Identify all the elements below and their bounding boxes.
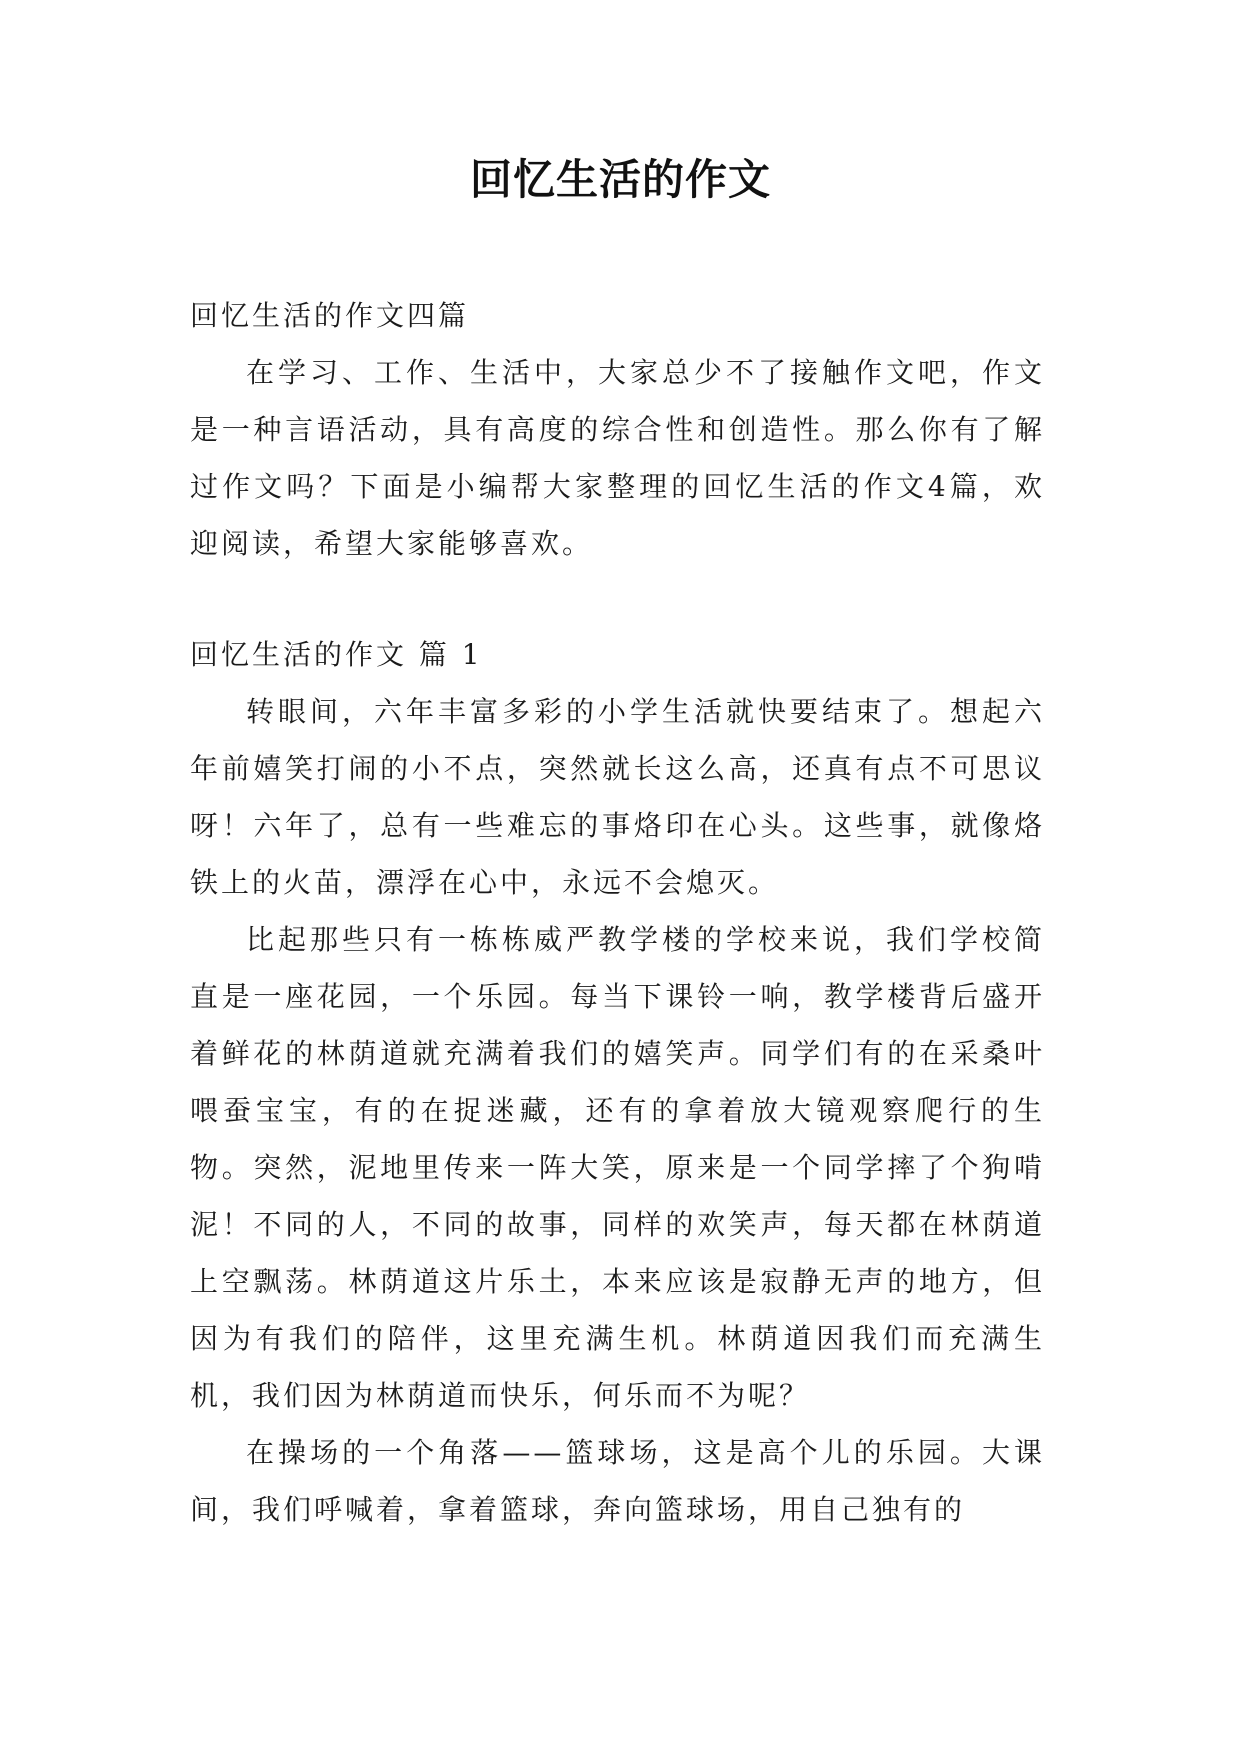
body-paragraph: 转眼间，六年丰富多彩的小学生活就快要结束了。想起六年前嬉笑打闹的小不点，突然就长这么高，还真有点不可思议呀！六年了，总有一些难忘的事烙印在心头。这些事，就像烙铁上的火苗，漂浮在心中，永远不会熄灭。	[190, 695, 1045, 899]
intro-paragraph: 在学习、工作、生活中，大家总少不了接触作文吧，作文是一种言语活动，具有高度的综合性和创造性。那么你有了解过作文吗？下面是小编帮大家整理的回忆生活的作文4篇，欢迎阅读，希望大家能够喜欢。	[190, 356, 1045, 560]
body-paragraph: 在操场的一个角落——篮球场，这是高个儿的乐园。大课间，我们呼喊着，拿着篮球，奔向篮球场，用自己独有的	[190, 1436, 1045, 1526]
section-heading: 回忆生活的作文 篇 1	[190, 638, 483, 671]
document-subtitle: 回忆生活的作文四篇	[190, 299, 470, 332]
document-title: 回忆生活的作文	[469, 155, 771, 204]
section-gap	[190, 572, 1045, 626]
body-paragraph: 比起那些只有一栋栋威严教学楼的学校来说，我们学校简直是一座花园，一个乐园。每当下课铃一响，教学楼背后盛开着鲜花的林荫道就充满着我们的嬉笑声。同学们有的在采桑叶喂蚕宝宝，有的在捉迷藏，还有的拿着放大镜观察爬行的生物。突然，泥地里传来一阵大笑，原来是一个同学摔了个狗啃泥！不同的人，不同的故事，同样的欢笑声，每天都在林荫道上空飘荡。林荫道这片乐土，本来应该是寂静无声的地方，但因为有我们的陪伴，这里充满生机。林荫道因我们而充满生机，我们因为林荫道而快乐，何乐而不为呢？	[190, 923, 1045, 1412]
document-body	[190, 287, 1045, 1538]
